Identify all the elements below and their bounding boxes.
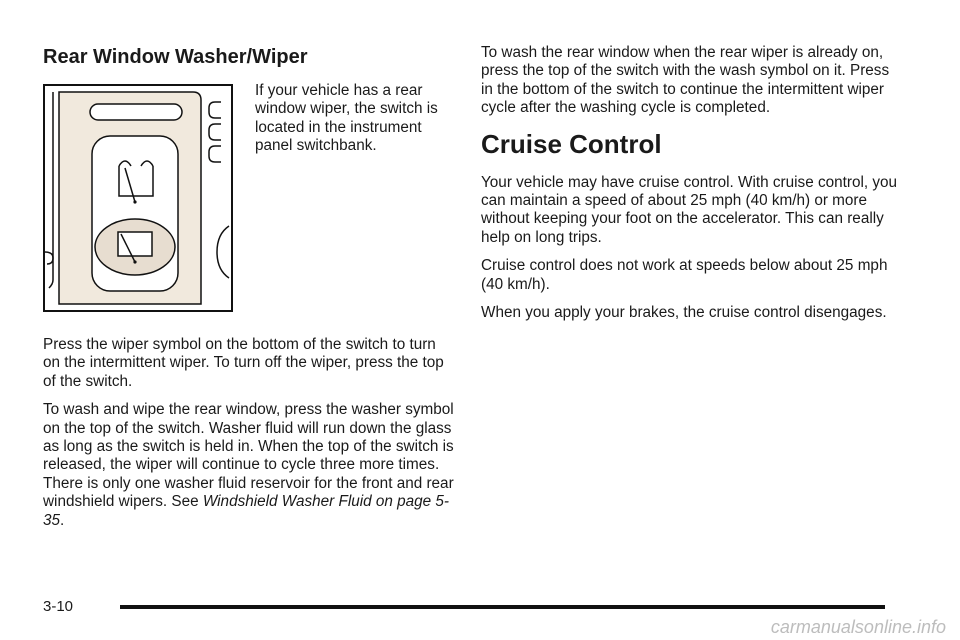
rear-wiper-switch-illustration [43,84,233,312]
watermark: carmanualsonline.info [770,617,946,637]
cruise-control-heading: Cruise Control [481,128,662,159]
cruise-paragraph-3: When you apply your brakes, the cruise control disengages. [481,304,887,322]
cruise-paragraph-2: Cruise control does not work at speeds below about 25 mph (40 km/h). [481,257,888,293]
left-paragraph-2-text: To wash and wipe the rear window, press the washer symbol on the top of the switch. Washer fluid will run down the glass as long as the switch is held in. When the top of the switch is released, the wiper will continue to cycle three more times. There is only one washer fluid reservoir for the front and rear windshield wipers. See [43,401,454,511]
figure-caption-text [255,82,455,166]
right-column [481,44,901,332]
cruise-paragraph-1: Your vehicle may have cruise control. With cruise control, you can maintain a speed of about 25 mph (40 km/h) or more without keeping your foot on the accelerator. This can really help on long trips. [481,173,898,246]
left-column [43,44,455,540]
figure-caption: If your vehicle has a rear window wiper, the switch is located in the instrument panel switchbank. [255,82,438,155]
right-paragraph-top: To wash the rear window when the rear wiper is already on, press the top of the switch with the wash symbol on it. Press in the bottom of the switch to continue the intermittent wiper cycle after the washing cycle is completed. [481,44,890,117]
left-paragraph-2 [43,401,455,530]
left-paragraph-1: Press the wiper symbol on the bottom of the switch to turn on the intermittent wiper. To turn off the wiper, press the top of the switch. [43,336,444,390]
page-number: 3-10 [43,598,74,615]
page-footer [43,597,885,617]
rear-washer-wiper-heading: Rear Window Washer/Wiper [43,46,308,68]
left-paragraph-2-end: . [60,511,65,529]
figure-row [43,84,455,336]
washer-fluid-reference-link[interactable]: Windshield Washer Fluid on page 5-35 [43,493,450,529]
footer-rule [120,605,885,609]
